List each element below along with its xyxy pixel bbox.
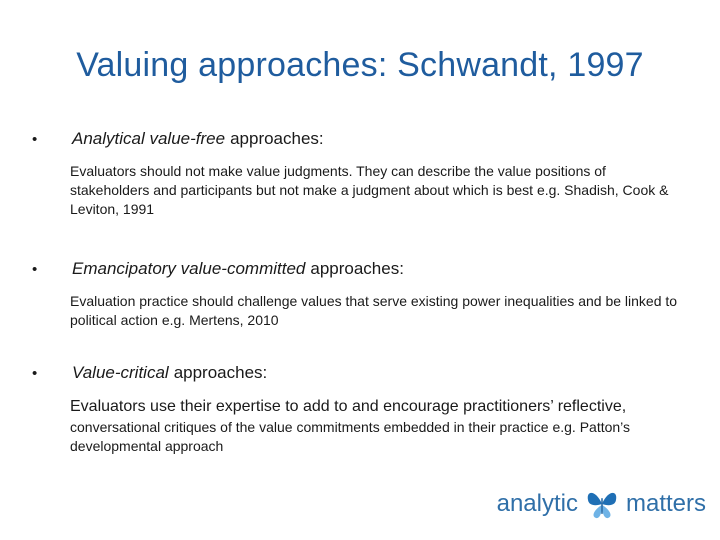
bullet-rest: approaches: (310, 259, 404, 278)
bullet-icon: • (32, 365, 38, 382)
bullet-emphasis: Analytical value-free (72, 129, 226, 148)
bullet-heading (30, 259, 690, 279)
butterfly-icon (584, 486, 620, 522)
bullet-item-analytical (30, 129, 690, 219)
bullet-item-value-critical (30, 363, 690, 456)
bullet-heading (30, 363, 690, 383)
bullet-rest: approaches: (230, 129, 324, 148)
bullet-rest: approaches: (173, 363, 268, 382)
bullet-item-emancipatory (30, 259, 690, 330)
bullet-description-rest: conversational critiques of the value commitments embedded in their practice e.g. Patton’s developmental approach (70, 418, 631, 454)
logo-word-right: matters (625, 490, 706, 517)
bullet-heading (30, 129, 690, 149)
bullet-icon: • (32, 131, 38, 148)
analytic-matters-logo (497, 484, 706, 524)
bullet-description: Evaluators should not make value judgments. They can describe the value positions of stakeholders and participants but not make a judgment about which is best e.g. Shadish, Cook & Leviton, 1991 (70, 163, 669, 218)
slide-title: Valuing approaches: Schwandt, 1997 (76, 46, 644, 84)
bullet-description: Evaluation practice should challenge values that serve existing power inequalities and be linked to political action e.g. Mertens, 2010 (70, 293, 678, 329)
bullet-icon: • (32, 261, 38, 278)
bullet-description (70, 396, 686, 456)
bullet-description-first-line: Evaluators use their expertise to add to and encourage practitioners’ reflective, (70, 398, 627, 415)
logo-word-left: analytic (496, 490, 578, 517)
bullet-emphasis: Emancipatory value-committed (72, 259, 306, 278)
bullet-emphasis: Value-critical (72, 363, 169, 382)
